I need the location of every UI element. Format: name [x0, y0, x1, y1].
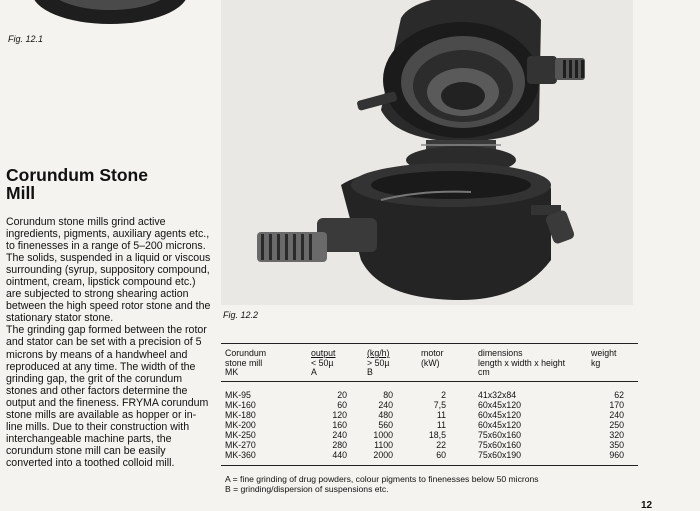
- header-motor-l2: (kW): [421, 357, 440, 368]
- table-row: [221, 431, 638, 441]
- table-top-rule: [221, 343, 638, 344]
- table-row: [221, 441, 638, 451]
- header-output-a: [311, 349, 335, 378]
- header-output-b: [367, 349, 390, 378]
- header-dimensions: [478, 349, 565, 378]
- header-motor-l1: motor: [421, 348, 444, 358]
- mill-photo-fig-12-2: [221, 0, 633, 305]
- cell-model: MK-95: [225, 390, 251, 400]
- header-dimensions-l2: length x width x height: [478, 357, 566, 368]
- table-row: [221, 411, 638, 421]
- cell-weight: 62: [614, 390, 624, 400]
- header-dimensions-l3: cm: [478, 367, 490, 378]
- header-output-b-letter: B: [367, 367, 373, 378]
- cell-model: MK-180: [225, 410, 256, 420]
- cell-motor: 22: [436, 440, 446, 450]
- cell-output-a: 280: [332, 440, 347, 450]
- article-paragraph-1: Corundum stone mills grind active ingredients, pigments, auxiliary agents etc., to finenesses in a range of 5–200 microns. The solids, suspended in a liquid or viscous surrounding (syrup, suppository compound, ointment, cream, lipstick compound etc.) are subjected to strong shearing action between the high speed rotor stone and the stationary stator stone.: [6, 216, 211, 325]
- cell-motor: 18,5: [428, 430, 446, 440]
- header-motor: [421, 349, 444, 368]
- table-note-a: A = fine grinding of drug powders, colour pigments to finenesses below 50 microns: [225, 474, 539, 484]
- table-row: [221, 391, 638, 401]
- cell-weight: 240: [609, 410, 624, 420]
- header-model-l1: Corundum: [225, 348, 267, 358]
- table-row: [221, 451, 638, 461]
- header-model: [225, 349, 266, 378]
- cell-dimensions: 60x45x120: [478, 420, 522, 430]
- header-weight-l2: kg: [591, 357, 601, 368]
- header-output-b-range: > 50µ: [367, 357, 390, 368]
- cell-output-b: 1100: [374, 440, 393, 450]
- table-header-rule: [221, 381, 638, 382]
- cell-weight: 250: [609, 420, 624, 430]
- cell-dimensions: 60x45x120: [478, 400, 522, 410]
- cell-output-b: 2000: [373, 450, 393, 460]
- cell-output-a: 240: [332, 430, 347, 440]
- article-body: [6, 216, 212, 469]
- cell-motor: 11: [436, 420, 446, 430]
- cell-weight: 170: [609, 400, 624, 410]
- cell-output-b: 80: [383, 390, 393, 400]
- cell-weight: 350: [609, 440, 624, 450]
- header-weight-l1: weight: [591, 348, 617, 358]
- cell-output-b: 1000: [373, 430, 393, 440]
- header-output-label: output: [311, 348, 336, 358]
- cell-model: MK-250: [225, 430, 256, 440]
- cell-dimensions: 75x60x160: [478, 430, 522, 440]
- cell-output-b: 480: [378, 410, 393, 420]
- cell-output-a: 120: [332, 410, 347, 420]
- cell-output-b: 560: [378, 420, 393, 430]
- cell-motor: 2: [441, 390, 446, 400]
- article-title-line1: Corundum Stone: [6, 165, 148, 185]
- cell-model: MK-360: [225, 450, 256, 460]
- header-output-a-range: < 50µ: [311, 357, 334, 368]
- header-dimensions-l1: dimensions: [478, 348, 523, 358]
- header-output-unit: (kg/h): [367, 348, 390, 358]
- cell-output-a: 20: [337, 390, 347, 400]
- cell-output-a: 440: [332, 450, 347, 460]
- article-paragraph-2: The grinding gap formed between the rotor and stator can be set with a precision of 5 microns by means of a handwheel and reproduced at any time. The width of the grinding gap, the grit of the corundum stones and other factors determine the output and the fineness. FRYMA corundum stone mills are available as hopper or in-line mills. Due to their construction with interchangeable machine parts, the corundum stone mill can be easily converted into a toothed colloid mill.: [6, 324, 209, 469]
- header-weight: [591, 349, 616, 368]
- figure-caption-12-1: Fig. 12.1: [8, 34, 44, 44]
- cell-dimensions: 75x60x190: [478, 450, 522, 460]
- header-output-a-letter: A: [311, 367, 317, 378]
- cell-output-a: 60: [337, 400, 347, 410]
- table-row: [221, 401, 638, 411]
- cell-motor: 60: [436, 450, 446, 460]
- cell-model: MK-200: [225, 420, 256, 430]
- cell-dimensions: 60x45x120: [478, 410, 522, 420]
- cell-output-a: 160: [332, 420, 347, 430]
- cell-motor: 7,5: [433, 400, 446, 410]
- mill-photo-fig-12-1: [0, 0, 208, 28]
- cell-weight: 320: [609, 430, 624, 440]
- header-model-l3: MK: [225, 367, 239, 378]
- cell-dimensions: 75x60x160: [478, 440, 522, 450]
- cell-output-b: 240: [378, 400, 393, 410]
- table-note-b: B = grinding/dispersion of suspensions etc.: [225, 484, 389, 494]
- cell-model: MK-160: [225, 400, 256, 410]
- cell-dimensions: 41x32x84: [478, 390, 517, 400]
- figure-caption-12-2: Fig. 12.2: [223, 310, 259, 320]
- article-title: [6, 166, 206, 202]
- header-model-l2: stone mill: [225, 357, 263, 368]
- page-number: 12: [641, 500, 653, 511]
- cell-weight: 960: [609, 450, 624, 460]
- table-bottom-rule: [221, 465, 638, 466]
- cell-model: MK-270: [225, 440, 256, 450]
- article-title-line2: Mill: [6, 183, 36, 203]
- cell-motor: 11: [436, 410, 446, 420]
